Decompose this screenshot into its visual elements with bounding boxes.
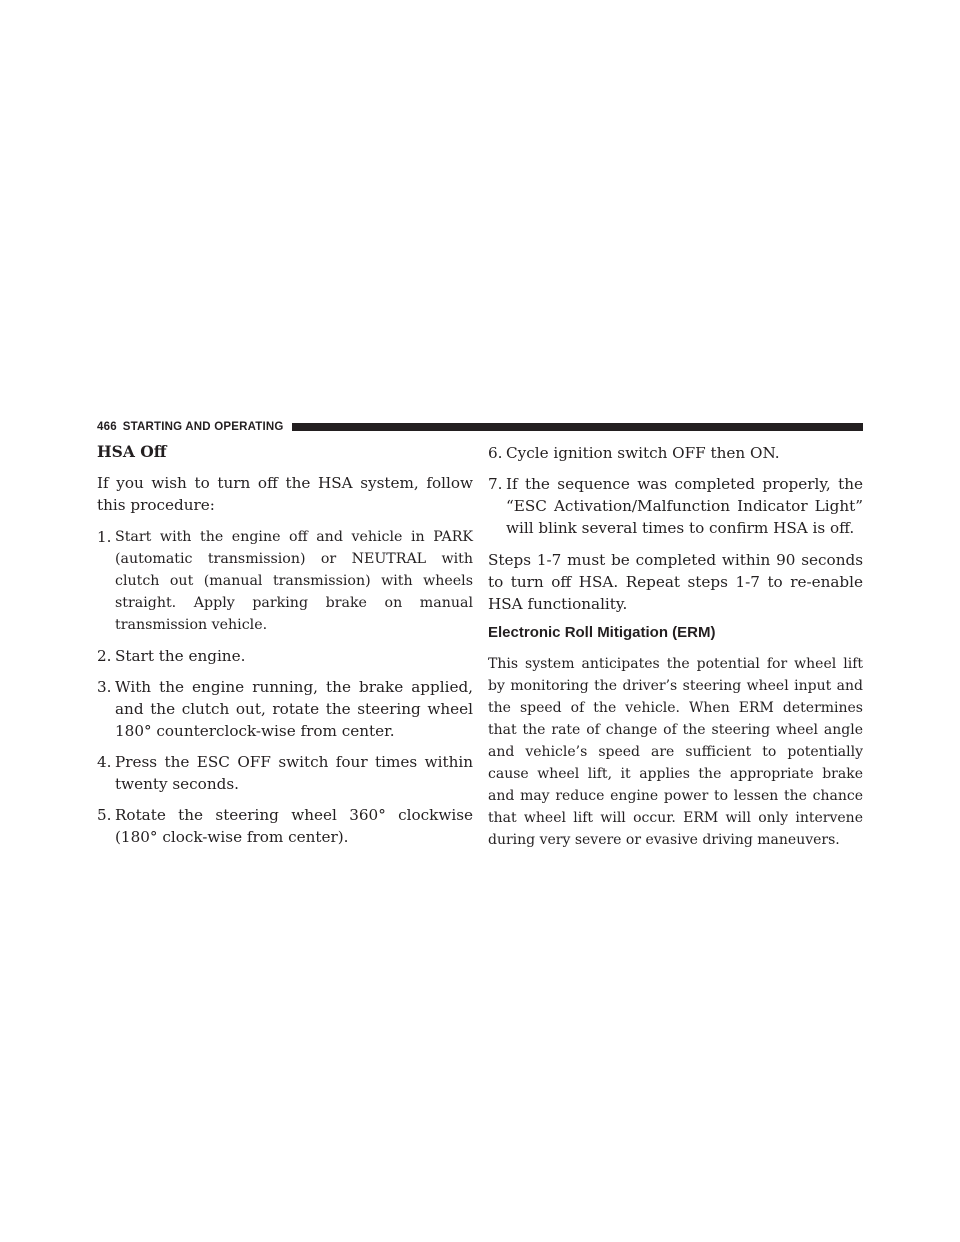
- step-text: Press the ESC OFF switch four times within twenty seconds.: [115, 753, 473, 793]
- hsa-off-intro: If you wish to turn off the HSA system, follow this procedure:: [97, 474, 473, 514]
- step-number: 7.: [488, 475, 503, 493]
- list-item: [488, 442, 863, 464]
- step-number: 2.: [97, 647, 112, 665]
- step-number: 3.: [97, 678, 112, 696]
- step-number: 1.: [97, 528, 112, 546]
- step-number: 5.: [97, 806, 112, 824]
- header-rule: [292, 423, 863, 431]
- list-item: [97, 676, 473, 742]
- hsa-off-heading: HSA Off: [97, 442, 167, 461]
- step-text: Start the engine.: [115, 647, 246, 665]
- erm-body: This system anticipates the potential for wheel lift by monitoring the driver’s steering wheel input and the speed of the vehicle. When ERM determines that the rate of change of the steering wheel angle and vehicle’s speed are sufficient to potentially cause wheel lift, it applies the appropriate brake and may reduce engine power to lessen the chance that wheel lift will occur. ERM will only intervene during very severe or evasive driving maneuvers.: [488, 656, 863, 848]
- list-item: [488, 473, 863, 539]
- step-text: Start with the engine off and vehicle in PARK (automatic transmission) or NEUTRAL with clutch out (manual transmission) with wheels straight. Apply parking brake on manual transmission vehicle.: [115, 529, 473, 633]
- list-item: [97, 804, 473, 848]
- section-title: STARTING AND OPERATING: [122, 421, 284, 433]
- step-text: With the engine running, the brake applied, and the clutch out, rotate the steering wheel 180° counterclock-wise from center.: [115, 678, 473, 740]
- step-text: Rotate the steering wheel 360° clockwise (180° clock-wise from center).: [115, 806, 473, 846]
- list-item: [97, 526, 473, 636]
- right-column: [488, 442, 863, 851]
- step-text: Cycle ignition switch OFF then ON.: [506, 444, 780, 462]
- list-item: [97, 645, 473, 667]
- erm-heading: Electronic Roll Mitigation (ERM): [488, 624, 716, 641]
- page-number: 466: [97, 421, 117, 433]
- step-number: 4.: [97, 753, 112, 771]
- list-item: [97, 751, 473, 795]
- step-number: 6.: [488, 444, 503, 462]
- hsa-off-note: Steps 1-7 must be completed within 90 seconds to turn off HSA. Repeat steps 1-7 to re-enable HSA functionality.: [488, 551, 863, 613]
- left-column: [97, 442, 473, 857]
- page-header: [97, 420, 863, 434]
- step-text: If the sequence was completed properly, the “ESC Activation/Malfunction Indicator Light” will blink several times to confirm HSA is off.: [506, 475, 863, 537]
